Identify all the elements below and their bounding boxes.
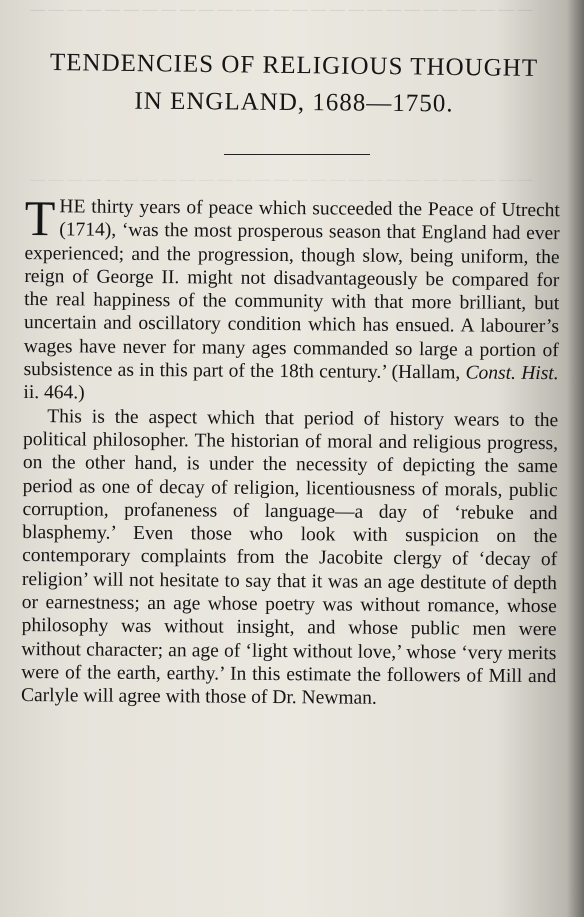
chapter-title-line-1: TENDENCIES OF RELIGIOUS THOUGHT bbox=[49, 49, 539, 82]
paragraph-2-text: This is the aspect which that period of history wears to the political philosopher. The historian of moral and religious progress, on the other hand, is under the necessity of depicting the same period as one of decay of religion, licentiousness of morals, public corruption, profaneness of language—a day of ‘rebuke and blasphemy.’ Even those who look with suspicion on the contemporary complaints from the Jacobite clergy of ‘decay of religion’ will not hesitate to say that it was an age destitute of depth or earnestness; an age whose poetry was without romance, whose philosophy was without insight, and whose public men were without character; an age of ‘light without love,’ whose ‘very merits were of the earth, earthy.’ In this estimate the followers of Mill and Carlyle will agree with those of Dr. Newman. bbox=[20, 405, 559, 710]
paragraph-1 bbox=[23, 190, 560, 409]
chapter-body bbox=[20, 190, 560, 712]
drop-cap: T bbox=[24, 190, 56, 247]
citation-reference: ii. 464.) bbox=[23, 382, 85, 404]
show-through-text: — — — — — — — — — — — — — — — — — — — — — — — — — — — bbox=[30, 2, 533, 18]
show-through-text: — — — — — — — — — — — — — — — — — — — — — — — — — — — bbox=[30, 172, 533, 188]
title-rule bbox=[224, 154, 370, 155]
paragraph-2 bbox=[21, 405, 558, 712]
paragraph-1-text: HE thirty years of peace which succeeded the Peace of Utrecht (1714), ‘was the most prosperous season that England had ever experienced; and the progression, though slow, being uniform, the reign of George II. might not disadvantageously be compared for the real happiness of the community with that more brilliant, but uncertain and oscillatory condition which has ensued. A labourer’s wages have never for many ages commanded so large a portion of subsistence as in this part of the 18th century.’ (Hallam, bbox=[23, 196, 560, 384]
chapter-title-line-2: IN ENGLAND, 1688—1750. bbox=[134, 87, 454, 118]
citation-title: Const. Hist. bbox=[465, 362, 559, 385]
